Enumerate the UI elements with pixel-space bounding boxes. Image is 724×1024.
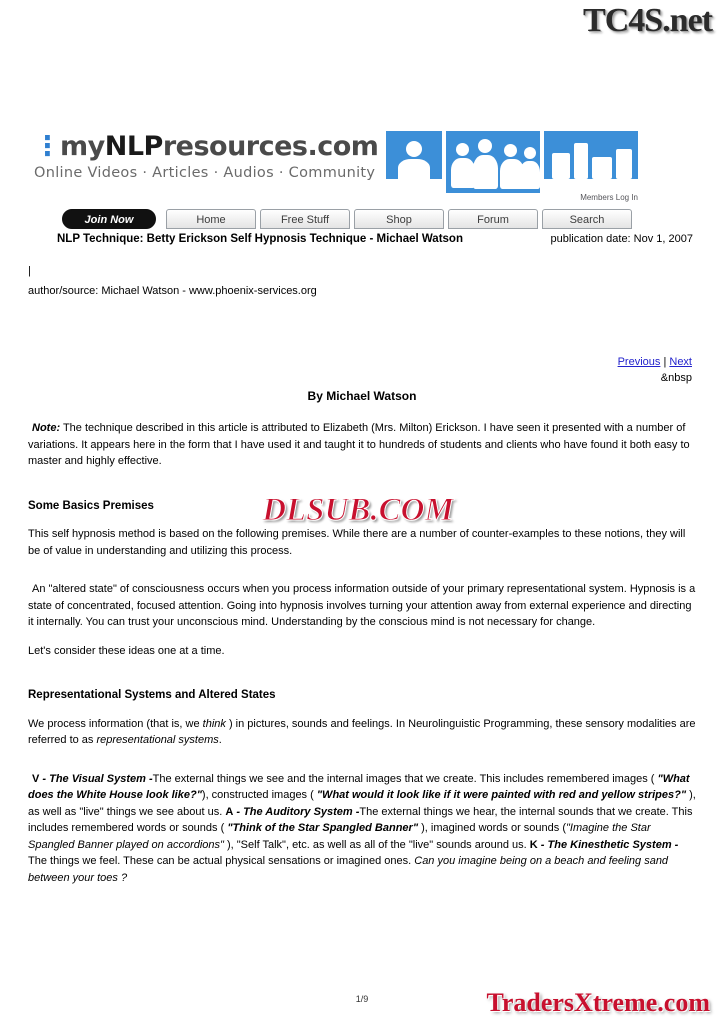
author-source: author/source: Michael Watson - www.phoenix-services.org <box>28 285 317 297</box>
members-log-in-link[interactable]: Members Log In <box>580 193 638 202</box>
site-nav <box>34 209 638 231</box>
nav-shop[interactable]: Shop <box>354 209 444 229</box>
process-text-c: . <box>218 734 222 746</box>
visual-text-b: ), constructed images ( <box>201 789 317 801</box>
byline: By Michael Watson <box>307 389 417 403</box>
kinesthetic-question: Can you imagine being on a beach and feeling sand between your toes ? <box>28 855 669 884</box>
heading-some-basics-premises: Some Basics Premises <box>28 499 154 512</box>
auditory-text-b: ), imagined words or sounds ( <box>418 822 566 834</box>
kinesthetic-marker: K <box>529 838 538 851</box>
process-text-a: We process information (that is, we <box>28 717 203 730</box>
nav-forum[interactable]: Forum <box>448 209 538 229</box>
auditory-quote-1: "Think of the Star Spangled Banner" <box>227 822 419 834</box>
nav-join-now[interactable]: Join Now <box>62 209 156 229</box>
logo-dots-icon: ⋮ <box>34 131 58 162</box>
visual-quote-1: "What does the White House look like?" <box>28 772 690 801</box>
visual-quote-2: "What would it look like if it were painted with red and yellow stripes?" <box>316 789 687 801</box>
previous-link[interactable]: Previous <box>617 356 661 368</box>
kinesthetic-heading: - The Kinesthetic System - <box>537 838 679 851</box>
paragraph-process-info <box>28 716 696 749</box>
page-number: 1/9 <box>355 994 369 1004</box>
paragraph-vak-systems <box>28 771 696 887</box>
visual-text-c: ), as well as "live" things we see about us. <box>28 789 696 818</box>
process-think: think <box>202 717 226 730</box>
paragraph-altered-state: An "altered state" of consciousness occurs when you process information outside of your primary representational system. Hypnosis is a state of concentrated, focused attention. Going into hypnosis involves turning your attention away from external experience and directing it internally. You can trust your unconscious mind. Understanding by the conscious mind is not necessary for change. <box>28 583 696 628</box>
logo-my: my <box>60 131 105 162</box>
note-label: Note: <box>32 422 61 434</box>
nav-search[interactable]: Search <box>542 209 632 229</box>
dlsub-watermark: DLSUB.COM <box>262 492 454 528</box>
auditory-marker: A <box>225 805 234 818</box>
nav-home[interactable]: Home <box>166 209 256 229</box>
pipe-separator: | <box>28 265 31 277</box>
tradersxtreme-watermark: TradersXtreme.com <box>486 988 710 1017</box>
pagination-links <box>618 354 692 386</box>
process-repsystems: representational systems <box>96 734 219 746</box>
next-link[interactable]: Next <box>669 356 692 368</box>
site-logo[interactable] <box>34 131 382 199</box>
note-body: The technique described in this article is attributed to Elizabeth (Mrs. Milton) Erickson. I have seen it presented with a number of variations. It appears here in the form that I have used it and taught it to hundreds of students and clients who have found it both easy to master and highly effective. <box>28 422 690 467</box>
paragraph-premises: This self hypnosis method is based on the following premises. While there are a number of counter-examples to these notions, they will be of value in understanding and utilizing this process. <box>28 528 686 557</box>
nav-free-stuff[interactable]: Free Stuff <box>260 209 350 229</box>
site-logo-text <box>34 131 382 162</box>
visual-heading: - The Visual System - <box>39 772 153 785</box>
logo-rest: resources.com <box>162 131 379 162</box>
note-paragraph <box>28 420 696 470</box>
auditory-text-c: ), "Self Talk", etc. as well as all of the "live" sounds around us. <box>223 838 530 851</box>
tc4s-watermark: TC4S.net <box>583 2 712 39</box>
banner-tile-person-icon <box>386 131 442 179</box>
nbsp-text: &nbsp <box>660 372 692 384</box>
page-title: NLP Technique: Betty Erickson Self Hypnosis Technique - Michael Watson <box>57 233 463 245</box>
banner-tile-group-icon <box>446 131 540 193</box>
auditory-text-a: The external things we hear, the internal sounds that we create. This includes remembered words or sounds ( <box>28 805 693 834</box>
paragraph-consider: Let's consider these ideas one at a time. <box>28 644 225 657</box>
auditory-quote-2: "Imagine the Star Spangled Banner played on accordions" <box>28 822 651 851</box>
banner-tile-skyline-icon <box>544 131 638 179</box>
logo-nlp: NLP <box>104 131 163 162</box>
pagination-separator: | <box>660 356 670 368</box>
heading-representational-systems: Representational Systems and Altered States <box>28 689 276 701</box>
kinesthetic-text-a: The things we feel. These can be actual physical sensations or imagined ones. <box>28 855 415 867</box>
site-tagline: Online Videos · Articles · Audios · Community <box>34 165 376 181</box>
site-banner <box>34 131 638 239</box>
banner-images <box>386 131 638 193</box>
visual-marker: V <box>32 772 40 785</box>
visual-text-a: The external things we see and the internal images that we create. This includes remembered images ( <box>152 772 658 785</box>
publication-date: publication date: Nov 1, 2007 <box>550 233 693 245</box>
process-text-b: ) in pictures, sounds and feelings. In Neurolinguistic Programming, these sensory modalities are referred to as <box>28 717 696 746</box>
auditory-heading: - The Auditory System - <box>233 805 360 818</box>
